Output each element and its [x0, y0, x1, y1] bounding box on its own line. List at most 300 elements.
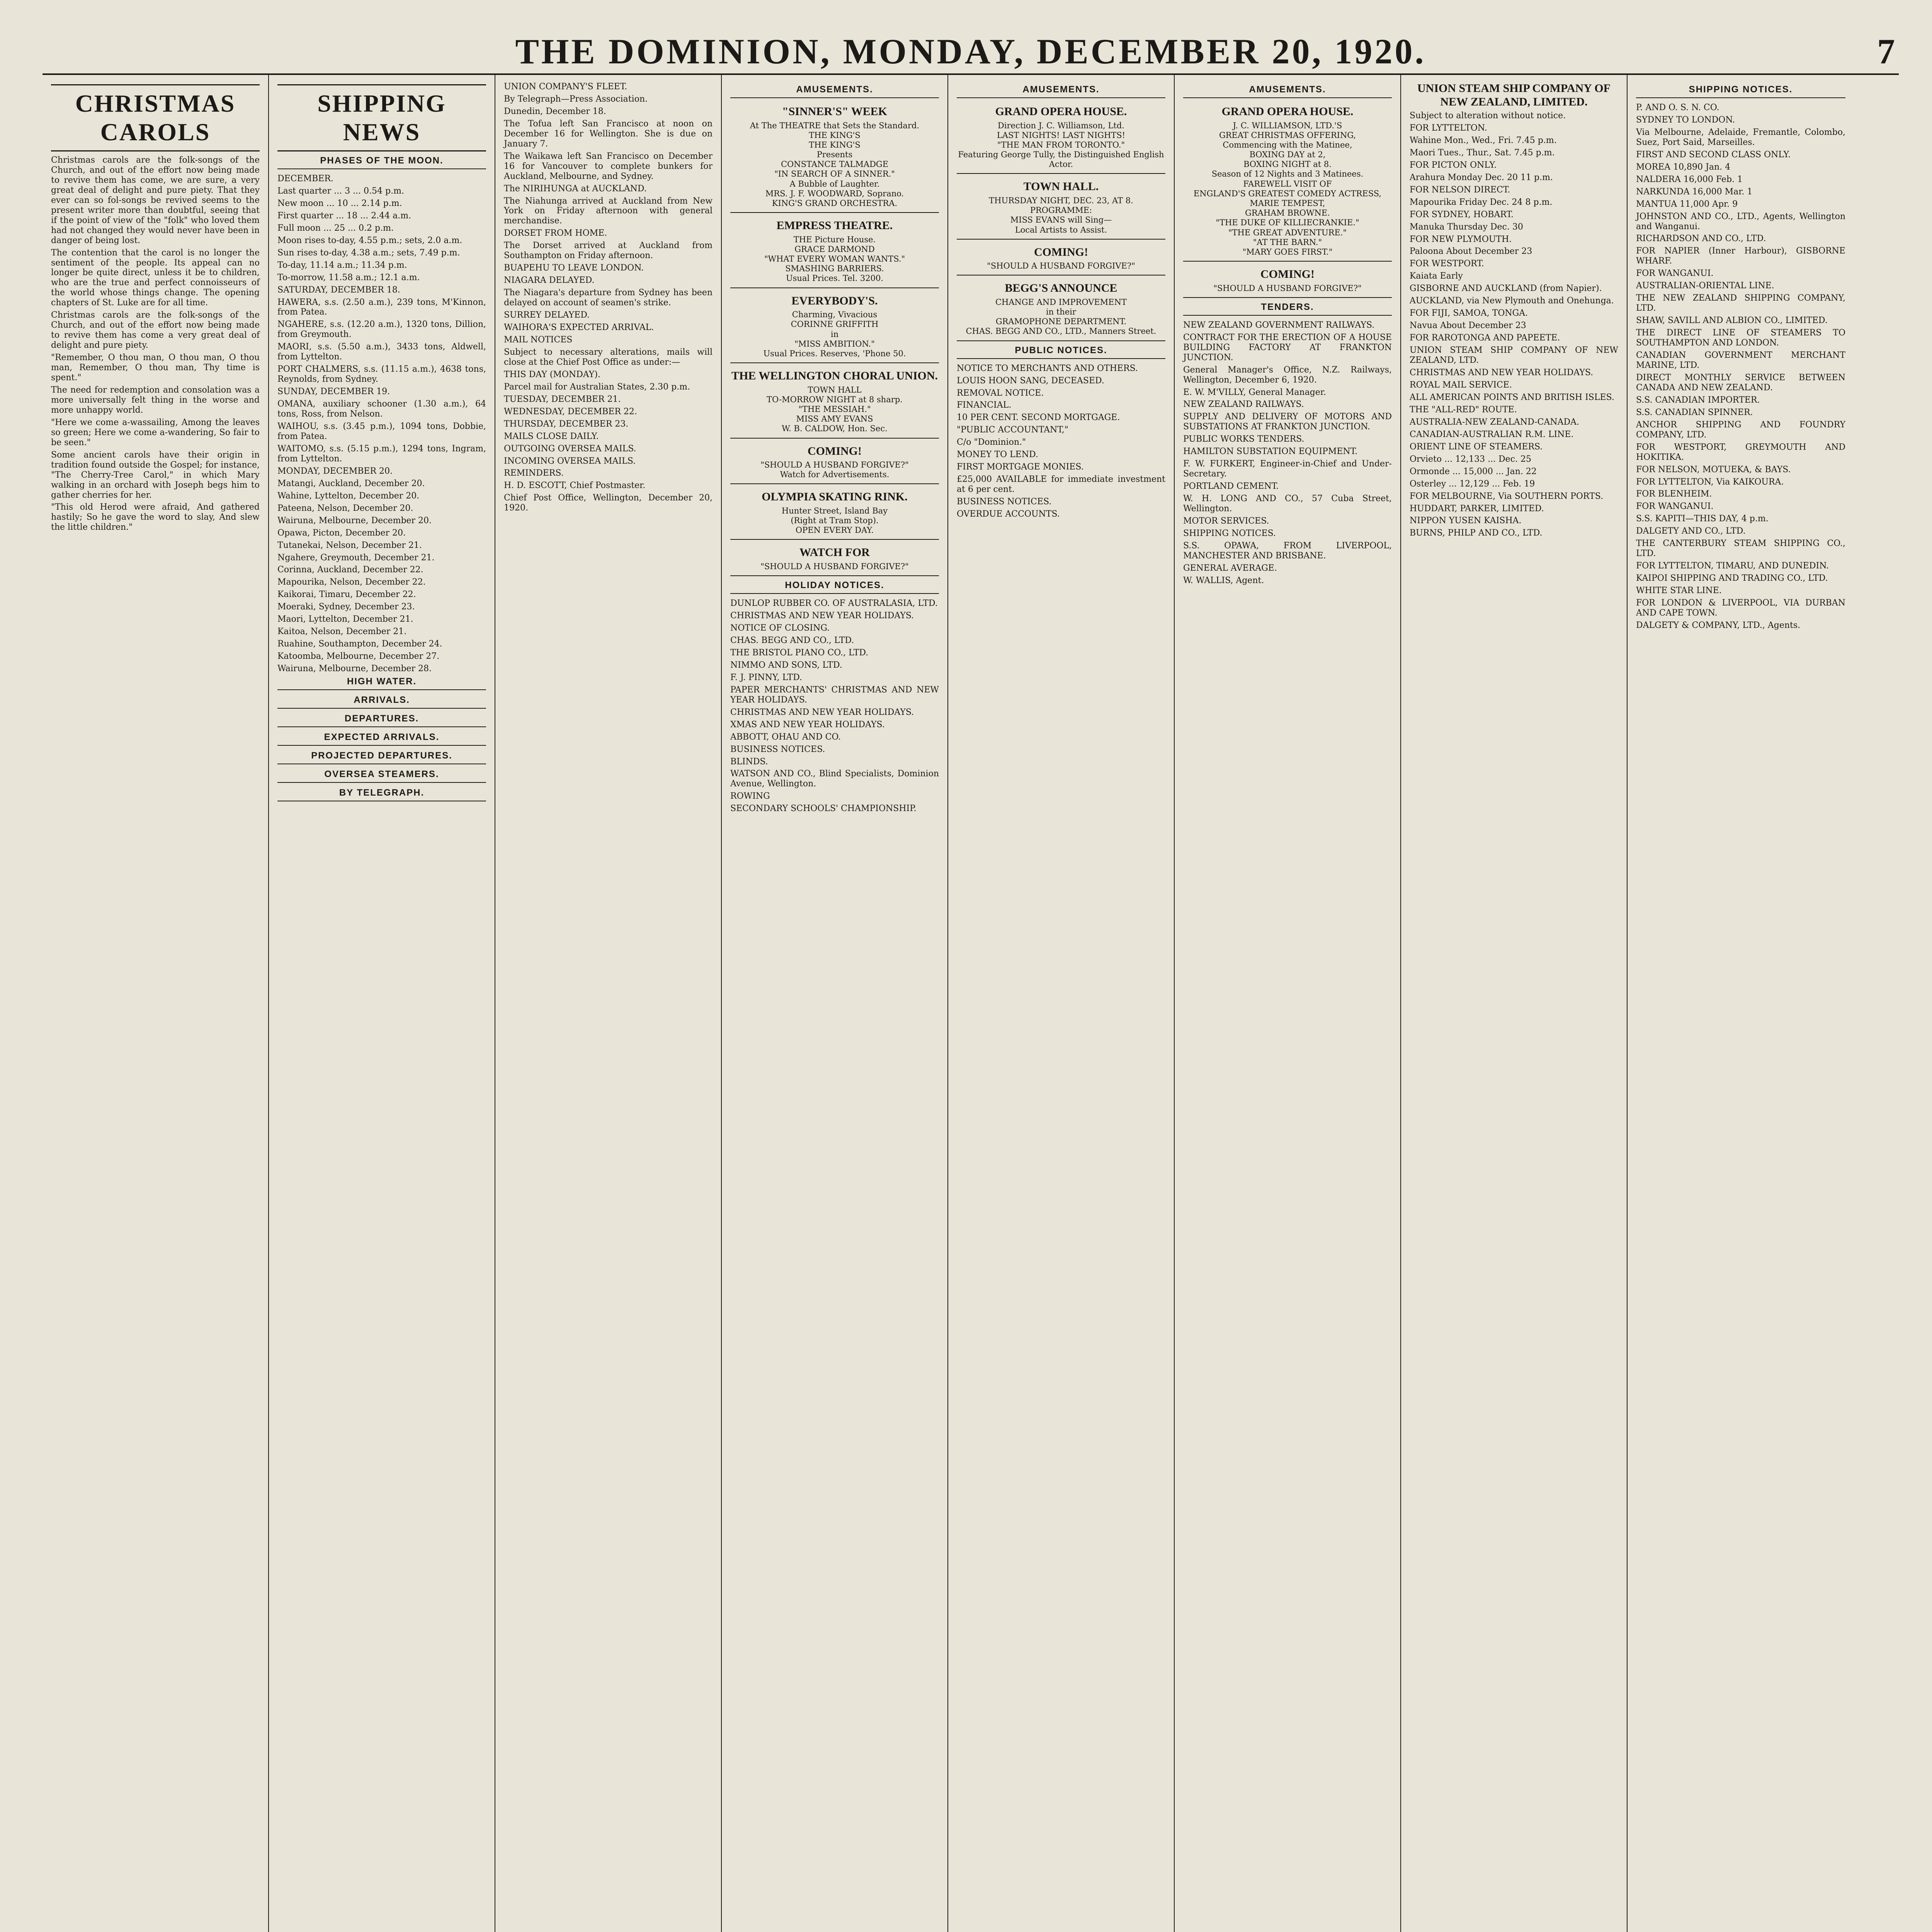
- notice-line: AUSTRALIAN-ORIENTAL LINE.: [1636, 281, 1774, 291]
- notice-line: Matangi, Auckland, December 20.: [277, 478, 425, 488]
- notice-line: Subject to necessary alterations, mails will close at the Chief Post Office as under:—: [504, 347, 713, 367]
- advertisement-body: [730, 121, 939, 209]
- notice-line: MANTUA 11,000 Apr. 9: [1636, 199, 1738, 209]
- line-list: [1410, 111, 1618, 538]
- notice-line: MONEY TO LEND.: [957, 450, 1038, 460]
- notice-line: NIMMO AND SONS, LTD.: [730, 660, 842, 670]
- notice-line: Navua About December 23: [1410, 321, 1526, 331]
- advertisement-heading: EVERYBODY'S.: [791, 294, 878, 307]
- notice-line: NIAGARA DELAYED.: [504, 276, 595, 286]
- article-paragraph: Christmas carols are the folk-songs of the Church, and out of the effort now being made to revive them has come a very great deal of delight and pure piety.: [51, 310, 260, 350]
- notice-line: Via Melbourne, Adelaide, Fremantle, Colombo, Suez, Port Said, Marseilles.: [1636, 127, 1845, 147]
- advertisement-body: [1183, 284, 1392, 293]
- advertisement-line: in: [830, 329, 839, 339]
- article-paragraph: The contention that the carol is no longer the sentiment of the people. Its appeal can no longer be quite direct, unless it be to children, who are the true and perfect connoisseurs of the world whose things change. The opening chapters of St. Luke are for all time.: [51, 248, 260, 308]
- advertisement-line: CHANGE AND IMPROVEMENT: [995, 297, 1127, 307]
- advertisement-body: [1183, 121, 1392, 257]
- notice-line: P. AND O. S. N. CO.: [1636, 103, 1719, 112]
- notice-line: TUESDAY, DECEMBER 21.: [504, 394, 621, 404]
- advertisement-body: [957, 298, 1165, 337]
- notice-line: THIS DAY (MONDAY).: [504, 369, 600, 379]
- notice-line: OVERDUE ACCOUNTS.: [957, 509, 1060, 519]
- notice-line: FOR WESTPORT.: [1410, 259, 1484, 269]
- notice-line: FOR NEW PLYMOUTH.: [1410, 234, 1512, 244]
- notice-line: Mapourika, Nelson, December 22.: [277, 577, 426, 587]
- notice-line: Tutanekai, Nelson, December 21.: [277, 540, 422, 550]
- advertisement-line: Direction J. C. Williamson, Ltd.: [998, 121, 1124, 130]
- notice-line: FOR FIJI, SAMOA, TONGA.: [1410, 308, 1528, 318]
- advertisement-line: "IN SEARCH OF A SINNER.": [774, 169, 895, 179]
- advertisement-heading: OLYMPIA SKATING RINK.: [762, 490, 908, 503]
- notice-line: New moon ... 10 ... 2.14 p.m.: [277, 198, 402, 208]
- notice-line: CHRISTMAS AND NEW YEAR HOLIDAYS.: [730, 707, 914, 717]
- notice-line: FINANCIAL.: [957, 400, 1012, 410]
- notice-line: Mapourika Friday Dec. 24 8 p.m.: [1410, 197, 1553, 207]
- advertisement: [1183, 265, 1392, 298]
- notice-heading: UNION STEAM SHIP COMPANY OF NEW ZEALAND, LIMITED.: [1417, 82, 1611, 108]
- notice-line: SATURDAY, DECEMBER 18.: [277, 285, 400, 295]
- section-heading: HOLIDAY NOTICES.: [730, 580, 939, 594]
- notice-line: FOR NAPIER (Inner Harbour), GISBORNE WHARF.: [1636, 246, 1845, 266]
- article-paragraph: Christmas carols are the folk-songs of the Church, and out of the effort now being made to revive them has come, we are sure, a very great deal of delight and pure piety. That they ever can so fol-songs be revived seems to the present writer more than doubtful, seeing that if the point of view of the "folk" who loved them had not changed they would never have been in danger of being lost.: [51, 155, 260, 245]
- article-paragraph: The need for redemption and consolation was a more universally felt thing in ​the worse and more unhappy world.: [51, 385, 260, 415]
- notice-line: H. D. ESCOTT, Chief Postmaster.: [504, 481, 646, 491]
- notice-line: SURREY DELAYED.: [504, 310, 590, 320]
- notice-line: CANADIAN GOVERNMENT MERCHANT MARINE, LTD.: [1636, 350, 1845, 370]
- notice-line: ORIENT LINE OF STEAMERS.: [1410, 442, 1543, 452]
- notice-line: First quarter ... 18 ... 2.44 a.m.: [277, 211, 412, 221]
- section-heading: PUBLIC NOTICES.: [957, 345, 1165, 359]
- page-number: 7: [1877, 32, 1895, 71]
- advertisement-line: THE KING'S: [809, 140, 861, 150]
- advertisement-line: Featuring George Tully, the Distinguished English Actor.: [958, 150, 1164, 169]
- notice-line: S.S. CANADIAN SPINNER.: [1636, 407, 1753, 417]
- column-christmas-carols: [43, 75, 269, 1932]
- notice-line: FIRST AND SECOND CLASS ONLY.: [1636, 150, 1791, 160]
- notice-line: WAITOMO, s.s. (5.15 p.m.), 1294 tons, Ingram, from Lyttelton.: [277, 444, 486, 464]
- notice-line: Opawa, Picton, December 20.: [277, 528, 406, 538]
- notice-line: Wahine Mon., Wed., Fri. 7.45 p.m.: [1410, 135, 1557, 145]
- notice-line: Ruahine, Southampton, December 24.: [277, 639, 442, 649]
- notice-line: FIRST MORTGAGE MONIES.: [957, 462, 1084, 472]
- advertisement-body: [730, 385, 939, 434]
- column-amusements-2: [948, 75, 1175, 1932]
- advertisement: [730, 544, 939, 576]
- notice-line: OMANA, auxiliary schooner (1.30 a.m.), 64 tons, Ross, from Nelson.: [277, 399, 486, 419]
- notice-line: GISBORNE AND AUCKLAND (from Napier).: [1410, 284, 1602, 294]
- advertisement-line: BOXING DAY at 2,: [1249, 150, 1326, 160]
- advertisement-line: GREAT CHRISTMAS OFFERING,: [1219, 130, 1356, 140]
- notice-line: FOR SYDNEY, HOBART.: [1410, 209, 1514, 219]
- notice-line: Ormonde ... 15,000 ... Jan. 22: [1410, 466, 1537, 476]
- column-amusements-3: [1175, 75, 1401, 1932]
- advertisement-body: [730, 506, 939, 536]
- advertisement-line: MISS AMY EVANS: [796, 414, 873, 424]
- notice-line: FOR MELBOURNE, Via SOUTHERN PORTS.: [1410, 491, 1604, 501]
- notice-line: FOR NELSON, MOTUEKA, & BAYS.: [1636, 464, 1791, 474]
- notice-line: AUSTRALIA-NEW ZEALAND-CANADA.: [1410, 417, 1580, 427]
- advertisement-line: GRAMOPHONE DEPARTMENT.: [995, 317, 1127, 327]
- notice-line: C/o "Dominion.": [957, 437, 1026, 447]
- notice-line: INCOMING OVERSEA MAILS.: [504, 456, 636, 466]
- notice-line: RICHARDSON AND CO., LTD.: [1636, 234, 1766, 244]
- notice-line: Last quarter ... 3 ... 0.54 p.m.: [277, 186, 404, 196]
- notice-line: Wairuna, Melbourne, December 20.: [277, 515, 432, 526]
- advertisement-heading: GRAND OPERA HOUSE.: [995, 105, 1127, 118]
- advertisement: [730, 442, 939, 485]
- advertisement-heading: COMING!: [1034, 245, 1088, 259]
- notice-line: DECEMBER.: [277, 174, 333, 184]
- advertisement-heading: GRAND OPERA HOUSE.: [1221, 105, 1354, 118]
- advertisement-line: in their: [1046, 307, 1077, 317]
- advertisement-line: Usual Prices. Tel. 3200.: [786, 274, 884, 283]
- notice-line: WAIHOU, s.s. (3.45 p.m.), 1094 tons, Dobbie, from Patea.: [277, 422, 486, 441]
- advertisement-body: [957, 121, 1165, 170]
- advertisement-body: [730, 235, 939, 284]
- notice-line: FOR WANGANUI.: [1636, 502, 1714, 512]
- notice-line: ROWING: [730, 791, 770, 801]
- notice-line: SYDNEY TO LONDON.: [1636, 115, 1735, 125]
- subheading: PHASES OF THE MOON.: [277, 155, 486, 169]
- notice-line: E. W. M'VILLY, General Manager.: [1183, 387, 1327, 397]
- notice-line: BLINDS.: [730, 757, 768, 767]
- advertisement-line: LAST NIGHTS! LAST NIGHTS!: [997, 130, 1126, 140]
- notice-line: FOR WANGANUI.: [1636, 269, 1714, 279]
- notice-line: NEW ZEALAND RAILWAYS.: [1183, 400, 1304, 410]
- notice-line: £25,000 AVAILABLE for immediate investment at 6 per cent.: [957, 474, 1165, 495]
- advertisement-line: GRAHAM BROWNE.: [1245, 208, 1330, 218]
- notice-line: NIPPON YUSEN KAISHA.: [1410, 516, 1522, 526]
- notice-line: CHRISTMAS AND NEW YEAR HOLIDAYS.: [730, 611, 914, 621]
- line-list: [277, 174, 486, 674]
- notice-line: PORT CHALMERS, s.s. (11.15 a.m.), 4638 tons, Reynolds, from Sydney.: [277, 364, 486, 384]
- notice-line: FOR LYTTELTON.: [1410, 123, 1487, 133]
- advertisement-line: MRS. J. F. WOODWARD, Soprano.: [765, 189, 904, 198]
- notice-line: Paloona About December 23: [1410, 247, 1532, 257]
- notice-line: Sun rises to-day, 4.38 a.m.; sets, 7.49 p.m.: [277, 248, 460, 258]
- advertisement-line: SMASHING BARRIERS.: [785, 264, 884, 274]
- notice-line: WHITE STAR LINE.: [1636, 586, 1722, 596]
- advertisement-line: "SHOULD A HUSBAND FORGIVE?": [760, 460, 909, 469]
- notice-line: LOUIS HOON SANG, DECEASED.: [957, 376, 1104, 386]
- advertisement-body: [730, 562, 939, 571]
- advertisement-line: Presents: [816, 150, 853, 160]
- notice-line: UNION STEAM SHIP COMPANY OF NEW ZEALAND, LTD.: [1410, 345, 1618, 366]
- advertisement-line: Usual Prices. Reserves, 'Phone 50.: [763, 349, 906, 358]
- advertisement-line: TOWN HALL: [808, 385, 862, 395]
- advertisement-line: (Right at Tram Stop).: [791, 516, 879, 526]
- advertisement-line: Charming, Vivacious: [792, 310, 878, 320]
- masthead: [43, 27, 1899, 75]
- notice-line: By Telegraph—Press Association.: [504, 94, 648, 104]
- notice-line: JOHNSTON AND CO., LTD., Agents, Wellington and Wanganui.: [1636, 211, 1845, 231]
- advertisement: [957, 243, 1165, 276]
- advertisement-heading: COMING!: [808, 444, 862, 457]
- advertisement: [957, 103, 1165, 174]
- advertisement: [730, 488, 939, 540]
- notice-line: To-day, 11.14 a.m.; 11.34 p.m.: [277, 260, 407, 270]
- notice-line: Dunedin, December 18.: [504, 106, 606, 116]
- notice-line: W. H. LONG AND CO., 57 Cuba Street, Wellington.: [1183, 494, 1392, 514]
- advertisement-line: ENGLAND'S GREATEST COMEDY ACTRESS,: [1193, 189, 1382, 198]
- advertisement-line: THURSDAY NIGHT, DEC. 23, AT 8.: [989, 196, 1133, 205]
- notice-line: S.S. CANADIAN IMPORTER.: [1636, 395, 1760, 405]
- advertisement-line: Season of 12 Nights and 3 Matinees.: [1211, 169, 1364, 179]
- notice-line: THE BRISTOL PIANO CO., LTD.: [730, 648, 869, 658]
- columns: [43, 75, 1899, 1932]
- advertisement-body: [957, 261, 1165, 271]
- advertisement: [957, 279, 1165, 341]
- advertisement-line: CHAS. BEGG AND CO., LTD., Manners Street.: [966, 327, 1156, 336]
- notice-line: FOR PICTON ONLY.: [1410, 160, 1497, 170]
- subheading: ARRIVALS.: [277, 695, 486, 709]
- section-heading: AMUSEMENTS.: [730, 84, 939, 98]
- notice-line: ABBOTT, OHAU AND CO.: [730, 732, 841, 742]
- notice-line: BUAPEHU TO LEAVE LONDON.: [504, 263, 644, 273]
- advertisement-body: [730, 460, 939, 480]
- notice-line: S.S. KAPITI—THIS DAY, 4 p.m.: [1636, 514, 1769, 524]
- notice-line: HAMILTON SUBSTATION EQUIPMENT.: [1183, 447, 1358, 457]
- advertisement-line: OPEN EVERY DAY.: [795, 526, 874, 535]
- section-heading: SHIPPING NOTICES.: [1636, 84, 1845, 98]
- notice-line: Chief Post Office, Wellington, December 20, 1920.: [504, 493, 713, 513]
- notice-line: NOTICE OF CLOSING.: [730, 623, 830, 633]
- notice-line: SECONDARY SCHOOLS' CHAMPIONSHIP.: [730, 804, 917, 814]
- advertisement: [1183, 103, 1392, 262]
- notice-line: Moon rises to-day, 4.55 p.m.; sets, 2.0 a.m.: [277, 235, 463, 245]
- notice-line: CHRISTMAS AND NEW YEAR HOLIDAYS.: [1410, 368, 1594, 378]
- notice-line: THE NEW ZEALAND SHIPPING COMPANY, LTD.: [1636, 293, 1845, 313]
- notice-line: F. W. FURKERT, Engineer-in-Chief and Under-Secretary.: [1183, 459, 1392, 479]
- article-paragraph: "Here we come a-wassailing, Among the leaves so green; Here we come a-wandering, So fair to be seen.": [51, 417, 260, 447]
- advertisement-line: THE Picture House.: [793, 235, 876, 244]
- advertisement-line: GRACE DARMOND: [794, 244, 875, 254]
- advertisement-heading: THE WELLINGTON CHORAL UNION.: [731, 369, 938, 383]
- subheading: BY TELEGRAPH.: [277, 787, 486, 801]
- notice-line: Arahura Monday Dec. 20 11 p.m.: [1410, 172, 1553, 182]
- notice-line: MOTOR SERVICES.: [1183, 516, 1269, 526]
- advertisement-body: [957, 196, 1165, 235]
- notice-line: PAPER MERCHANTS' CHRISTMAS AND NEW YEAR HOLIDAYS.: [730, 685, 939, 705]
- notice-line: SHAW, SAVILL AND ALBION CO., LIMITED.: [1636, 316, 1828, 326]
- advertisement-line: "MISS AMBITION.": [794, 339, 875, 349]
- notice-line: THE "ALL-RED" ROUTE.: [1410, 405, 1517, 415]
- advertisement-line: Local Artists to Assist.: [1015, 225, 1107, 235]
- notice-line: CANADIAN-AUSTRALIAN R.M. LINE.: [1410, 429, 1574, 439]
- article-heading: CHRISTMAS CAROLS: [51, 84, 260, 151]
- notice-line: DORSET FROM HOME.: [504, 228, 607, 238]
- advertisement-heading: EMPRESS THEATRE.: [776, 219, 893, 232]
- advertisement-line: "SHOULD A HUSBAND FORGIVE?": [1213, 283, 1362, 293]
- advertisement-line: J. C. WILLIAMSON, LTD.'S: [1233, 121, 1342, 130]
- notice-line: DIRECT MONTHLY SERVICE BETWEEN CANADA AND NEW ZEALAND.: [1636, 372, 1845, 393]
- notice-line: WEDNESDAY, DECEMBER 22.: [504, 406, 637, 417]
- notice-line: Subject to alteration without notice.: [1410, 111, 1566, 121]
- notice-line: Katoomba, Melbourne, December 27.: [277, 651, 440, 662]
- notice-line: BUSINESS NOTICES.: [730, 744, 825, 754]
- notice-line: BURNS, PHILP AND CO., LTD.: [1410, 528, 1543, 538]
- article-paragraph: "Remember, O thou man, O thou man, O thou man, Remember, O thou man, Thy time is spent.": [51, 353, 260, 383]
- advertisement: [730, 217, 939, 288]
- line-list: [730, 599, 939, 814]
- notice-line: Maori Tues., Thur., Sat. 7.45 p.m.: [1410, 148, 1555, 158]
- notice-line: PORTLAND CEMENT.: [1183, 481, 1279, 492]
- column-amusements-1: [722, 75, 948, 1932]
- notice-line: ANCHOR SHIPPING AND FOUNDRY COMPANY, LTD.: [1636, 420, 1845, 440]
- subheading: EXPECTED ARRIVALS.: [277, 732, 486, 746]
- notice-line: NOTICE TO MERCHANTS AND OTHERS.: [957, 363, 1138, 373]
- advertisement-line: "THE DUKE OF KILLIECRANKIE.": [1216, 218, 1359, 228]
- advertisement-heading: TOWN HALL.: [1023, 180, 1099, 193]
- ad-list: [957, 103, 1165, 341]
- advertisement-line: Watch for Advertisements.: [780, 470, 889, 480]
- advertisement-heading: BEGG'S ANNOUNCE: [1005, 282, 1117, 295]
- line-list: [1183, 320, 1392, 586]
- notice-line: Maori, Lyttelton, December 21.: [277, 614, 413, 624]
- notice-line: THURSDAY, DECEMBER 23.: [504, 419, 629, 429]
- notice-line: Ngahere, Greymouth, December 21.: [277, 553, 435, 563]
- notice-line: Corinna, Auckland, December 22.: [277, 565, 423, 575]
- notice-line: WATSON AND CO., Blind Specialists, Dominion Avenue, Wellington.: [730, 769, 939, 789]
- notice-line: "PUBLIC ACCOUNTANT,": [957, 425, 1068, 435]
- notice-line: KAIPOI SHIPPING AND TRADING CO., LTD.: [1636, 573, 1828, 583]
- section-heading: AMUSEMENTS.: [1183, 84, 1392, 98]
- notice-line: REMOVAL NOTICE.: [957, 388, 1044, 398]
- notice-line: FOR LYTTELTON, Via KAIKOURA.: [1636, 477, 1784, 487]
- notice-line: Wahine, Lyttelton, December 20.: [277, 491, 420, 501]
- notice-line: W. WALLIS, Agent.: [1183, 575, 1264, 585]
- notice-line: NGAHERE, s.s. (12.20 a.m.), 1320 tons, Dillion, from Greymouth.: [277, 320, 486, 340]
- notice-line: Kaiata Early: [1410, 271, 1463, 281]
- ad-list: [1183, 103, 1392, 298]
- advertisement-line: A Bubble of Laughter.: [789, 179, 880, 189]
- advertisement-heading: "SINNER'S" WEEK: [782, 105, 887, 118]
- advertisement-line: TO-MORROW NIGHT at 8 sharp.: [767, 395, 903, 404]
- notice-line: MOREA 10,890 Jan. 4: [1636, 162, 1731, 172]
- notice-line: DALGETY AND CO., LTD.: [1636, 526, 1746, 536]
- advertisement: [730, 103, 939, 213]
- advertisement-line: MISS EVANS will Sing—: [1010, 215, 1112, 225]
- notice-line: ROYAL MAIL SERVICE.: [1410, 380, 1512, 390]
- line-list: [957, 364, 1165, 519]
- subheading: HIGH WATER.: [277, 676, 486, 690]
- advertisement: [730, 367, 939, 438]
- notice-line: Kaikorai, Timaru, December 22.: [277, 590, 416, 600]
- subheading: PROJECTED DEPARTURES.: [277, 750, 486, 764]
- notice-line: OUTGOING OVERSEA MAILS.: [504, 444, 636, 454]
- advertisement: [730, 292, 939, 363]
- masthead-title: THE DOMINION, MONDAY, DECEMBER 20, 1920.: [515, 32, 1426, 71]
- notice-line: CONTRACT FOR THE ERECTION OF A HOUSE BUILDING FACTORY AT FRANKTON JUNCTION.: [1183, 332, 1392, 362]
- column-shipping-news: [269, 75, 495, 1932]
- notice-line: UNION COMPANY'S FLEET.: [504, 82, 628, 92]
- notice-line: AUCKLAND, via New Plymouth and Onehunga.: [1410, 296, 1614, 306]
- advertisement-line: FAREWELL VISIT OF: [1243, 179, 1332, 189]
- notice-line: BUSINESS NOTICES.: [957, 497, 1052, 507]
- advertisement-line: "THE GREAT ADVENTURE.": [1228, 228, 1347, 237]
- column-mail-notices: [495, 75, 722, 1932]
- advertisement-line: Commencing with the Matinee,: [1223, 140, 1352, 150]
- advertisement-line: "SHOULD A HUSBAND FORGIVE?": [987, 261, 1135, 271]
- notice-line: Pateena, Nelson, December 20.: [277, 503, 413, 513]
- notice-line: MAORI, s.s. (5.50 a.m.), 3433 tons, Aldwell, from Lyttelton.: [277, 342, 486, 362]
- notice-line: FOR RAROTONGA AND PAPEETE.: [1410, 333, 1560, 343]
- notice-line: The Niahunga arrived at Auckland from New York on Friday afternoon with general merchandise.: [504, 196, 713, 226]
- notice-line: FOR BLENHEIM.: [1636, 489, 1712, 499]
- notice-line: Parcel mail for Australian States, 2.30 p.m.: [504, 382, 690, 392]
- notice-line: The Niagara's departure from Sydney has been delayed on account of seamen's strike.: [504, 288, 713, 308]
- section-heading: SHIPPING NEWS: [277, 84, 486, 151]
- notice-line: SUPPLY AND DELIVERY OF MOTORS AND SUBSTATIONS AT FRANKTON JUNCTION.: [1183, 412, 1392, 432]
- notice-line: Osterley ... 12,129 ... Feb. 19: [1410, 479, 1535, 489]
- advertisement-line: "SHOULD A HUSBAND FORGIVE?": [760, 561, 909, 571]
- subheading: OVERSEA STEAMERS.: [277, 769, 486, 783]
- section-heading: TENDERS.: [1183, 302, 1392, 316]
- article-paragraph: Some ancient carols have their origin in tradition found outside the Gospel; for instance, "The Cherry-Tree Carol," in which Mary walking in an orchard with Joseph begs him to gather cherries for her.: [51, 450, 260, 500]
- notice-line: NEW ZEALAND GOVERNMENT RAILWAYS.: [1183, 320, 1375, 330]
- notice-line: S.S. OPAWA, FROM LIVERPOOL, MANCHESTER AND BRISBANE.: [1183, 541, 1392, 561]
- notice-line: REMINDERS.: [504, 468, 564, 478]
- notice-line: Wairuna, Melbourne, December 28.: [277, 664, 432, 674]
- advertisement-heading: COMING!: [1260, 268, 1315, 281]
- advertisement-line: MARIE TEMPEST,: [1250, 199, 1325, 208]
- notice-line: Full moon ... 25 ... 0.2 p.m.: [277, 223, 394, 233]
- notice-line: HAWERA, s.s. (2.50 a.m.), 239 tons, M'Kinnon, from Patea.: [277, 297, 486, 317]
- column-shipping-notices: [1628, 75, 1854, 1932]
- notice-line: Manuka Thursday Dec. 30: [1410, 222, 1523, 232]
- notice-line: The Tofua left San Francisco at noon on December 16 for Wellington. She is due on January 7.: [504, 119, 713, 149]
- column-union-steam-ship: [1401, 75, 1628, 1932]
- notice-line: PUBLIC WORKS TENDERS.: [1183, 434, 1304, 444]
- advertisement-line: CORINNE GRIFFITH: [791, 320, 879, 329]
- notice-line: General Manager's Office, N.Z. Railways, Wellington, December 6, 1920.: [1183, 365, 1392, 385]
- notice-line: FOR LONDON & LIVERPOOL, VIA DURBAN AND CAPE TOWN.: [1636, 598, 1845, 618]
- advertisement-line: "MARY GOES FIRST.": [1242, 247, 1333, 257]
- notice-line: CHAS. BEGG AND CO., LTD.: [730, 635, 854, 645]
- notice-line: F. J. PINNY, LTD.: [730, 672, 802, 682]
- notice-line: FOR LYTTELTON, TIMARU, AND DUNEDIN.: [1636, 561, 1829, 571]
- notice-line: SHIPPING NOTICES.: [1183, 528, 1276, 538]
- notice-line: MAILS CLOSE DAILY.: [504, 431, 599, 441]
- advertisement-line: CONSTANCE TALMADGE: [781, 160, 889, 169]
- notice-line: MONDAY, DECEMBER 20.: [277, 466, 393, 476]
- advertisement-line: KING'S GRAND ORCHESTRA.: [772, 199, 898, 208]
- notice-line: MAIL NOTICES: [504, 335, 573, 345]
- line-list: [1636, 103, 1845, 631]
- notice-line: WAIHORA'S EXPECTED ARRIVAL.: [504, 323, 654, 333]
- advertisement-line: W. B. CALDOW, Hon. Sec.: [782, 424, 888, 434]
- advertisement-line: "THE MAN FROM TORONTO.": [997, 140, 1125, 150]
- notice-line: GENERAL AVERAGE.: [1183, 563, 1277, 573]
- notice-line: Moeraki, Sydney, December 23.: [277, 602, 415, 612]
- notice-line: FOR WESTPORT, GREYMOUTH AND HOKITIKA.: [1636, 442, 1845, 462]
- notice-line: To-morrow, 11.58 a.m.; 12.1 a.m.: [277, 272, 420, 282]
- notice-line: XMAS AND NEW YEAR HOLIDAYS.: [730, 719, 885, 730]
- line-list: [504, 82, 713, 513]
- notice-line: FOR NELSON DIRECT.: [1410, 185, 1510, 195]
- advertisement-body: [730, 310, 939, 359]
- article-paragraph: "This old Herod were afraid, And gathered hastily; So he gave the word to slay, And slew the little children.": [51, 502, 260, 532]
- ad-list: [730, 103, 939, 576]
- advertisement-line: THE KING'S: [809, 130, 861, 140]
- notice-line: DUNLOP RUBBER CO. OF AUSTRALASIA, LTD.: [730, 599, 938, 609]
- notice-line: THE CANTERBURY STEAM SHIPPING CO., LTD.: [1636, 539, 1845, 559]
- advertisement-line: PROGRAMME:: [1030, 206, 1092, 215]
- notice-line: The Dorset arrived at Auckland from Southampton on Friday afternoon.: [504, 241, 713, 261]
- advertisement-line: "WHAT EVERY WOMAN WANTS.": [764, 254, 905, 264]
- subheading: DEPARTURES.: [277, 713, 486, 727]
- advertisement-line: "AT THE BARN.": [1253, 237, 1322, 247]
